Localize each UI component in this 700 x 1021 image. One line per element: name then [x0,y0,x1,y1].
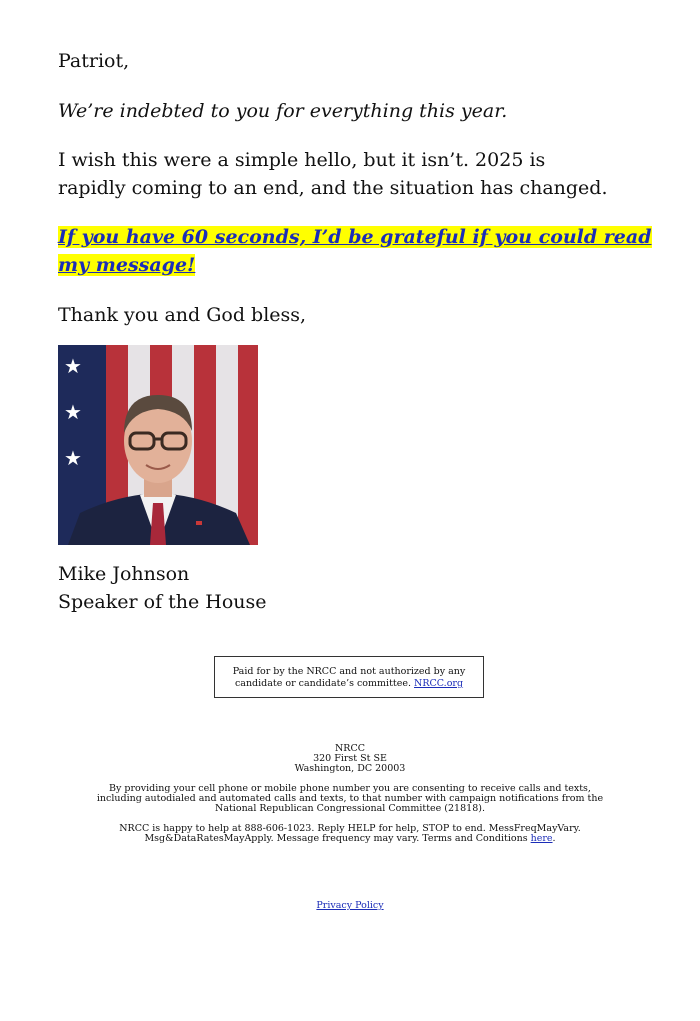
footer-org: NRCC [334,743,365,754]
footer-street: 320 First St SE [313,753,387,764]
footer-help [90,824,610,844]
help-text: NRCC is happy to help at 888-606-1023. Reply HELP for help, STOP to end. MessFreqMayVary. Msg&DataRatesMayApply. Message frequency may vary. Terms and Conditions [119,823,581,844]
svg-text:★: ★ [64,400,82,424]
disclaimer-text: Paid for by the NRCC and not authorized by any candidate or candidate’s committee. [232,666,466,689]
footer-address [90,744,610,774]
svg-text:★: ★ [64,354,82,378]
terms-here-link[interactable]: here [530,833,553,844]
nrcc-org-link[interactable]: NRCC.org [414,678,464,689]
privacy-policy-link[interactable]: Privacy Policy [316,900,384,911]
cta-link[interactable]: If you have 60 seconds, I’d be grateful if you could read my message! [58,226,652,276]
paid-for-disclaimer [214,656,484,698]
footer-consent [90,784,610,814]
signature-name: Mike Johnson [58,563,190,585]
intro-italic-line: We’re indebted to you for everything this year. [58,100,508,122]
consent-text: By providing your cell phone or mobile phone number you are consenting to receive calls and texts, including autodialed and automated calls and texts, to that number with campaign notifications from the National Republican Congressional Committee (21818). [96,783,604,814]
speaker-photo [58,345,258,545]
signoff: Thank you and God bless, [58,304,307,326]
cta-paragraph [58,223,658,279]
signature-title: Speaker of the House [58,591,267,613]
body-paragraph: I wish this were a simple hello, but it isn’t. 2025 is rapidly coming to an end, and the situation has changed. [58,149,608,199]
help-paragraph: NRCC is happy to help at 888-606-1023. Reply HELP for help, STOP to end. MessFreqMayVary. Msg&DataRatesMayApply. Message frequency may vary. Terms and Conditions here. [119,823,581,844]
svg-text:★: ★ [64,446,82,470]
greeting: Patriot, [58,50,130,72]
footer-privacy [90,901,610,911]
footer-city: Washington, DC 20003 [294,763,406,774]
